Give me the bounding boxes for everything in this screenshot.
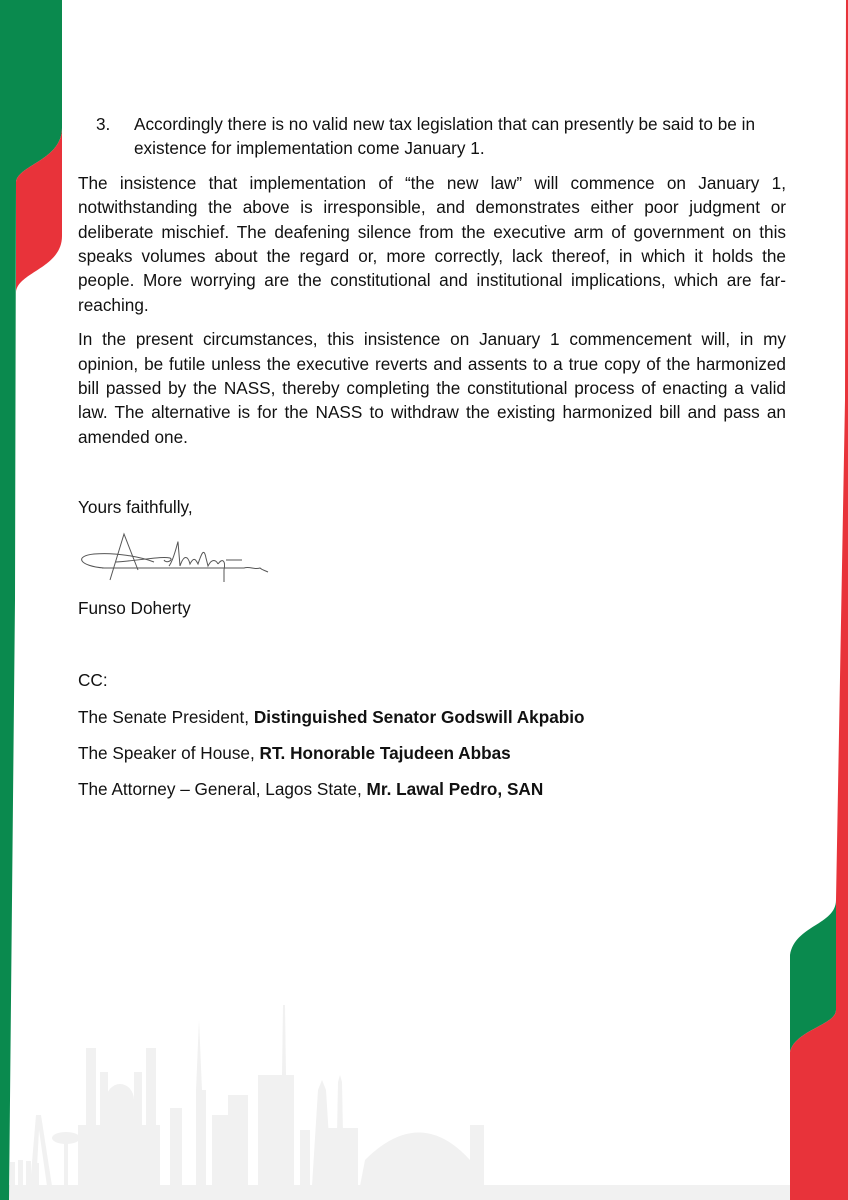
cc-recipient-role: The Attorney – General, Lagos State, bbox=[78, 779, 367, 800]
paragraph-circumstances: In the present circumstances, this insistence on January 1 commencement will, in my opinion, be futile unless the executive reverts and assents to a true copy of the harmonized bill passed by the NASS, thereby completing the constitutional process of enacting a valid law. The alternative is for the NASS to withdraw the existing harmonized bill and pass an amended one. bbox=[78, 329, 786, 447]
right-green-accent bbox=[790, 900, 836, 1052]
point-number: 3. bbox=[96, 114, 111, 134]
city-skyline-watermark bbox=[0, 1005, 848, 1200]
right-red-lower bbox=[790, 1010, 836, 1200]
cc-recipient-name: Mr. Lawal Pedro, SAN bbox=[366, 779, 544, 800]
cc-label: CC: bbox=[78, 670, 108, 691]
cc-recipient bbox=[78, 705, 786, 729]
cc-recipient-role: The Senate President, bbox=[78, 706, 254, 727]
cc-recipient bbox=[78, 741, 786, 765]
right-red-stripe bbox=[836, 0, 848, 1200]
letter-body bbox=[78, 112, 786, 814]
point-text: Accordingly there is no valid new tax legislation that can presently be said to be in existence for implementation come January 1. bbox=[134, 114, 756, 159]
left-red-accent bbox=[16, 128, 62, 292]
closing-salutation: Yours faithfully, bbox=[78, 497, 193, 518]
cc-recipient bbox=[78, 777, 786, 801]
left-green-stripe bbox=[0, 0, 62, 1200]
cc-recipient-name: Distinguished Senator Godswill Akpabio bbox=[253, 706, 585, 727]
signatory-name: Funso Doherty bbox=[78, 597, 191, 618]
cc-recipient-name: RT. Honorable Tajudeen Abbas bbox=[259, 742, 511, 763]
numbered-point bbox=[78, 112, 786, 161]
cc-recipient-role: The Speaker of House, bbox=[78, 742, 260, 763]
signature-icon bbox=[74, 530, 274, 586]
paragraph-insistence: The insistence that implementation of “the new law” will commence on January 1, notwithstanding the above is irresponsible, and demonstrates either poor judgment or deliberate mischief. The deafening silence from the executive arm of government on this speaks volumes about the regard or, more correctly, lack thereof, in which it holds the people. More worrying are the constitutional and institutional implications, which are far-reaching. bbox=[78, 172, 786, 315]
